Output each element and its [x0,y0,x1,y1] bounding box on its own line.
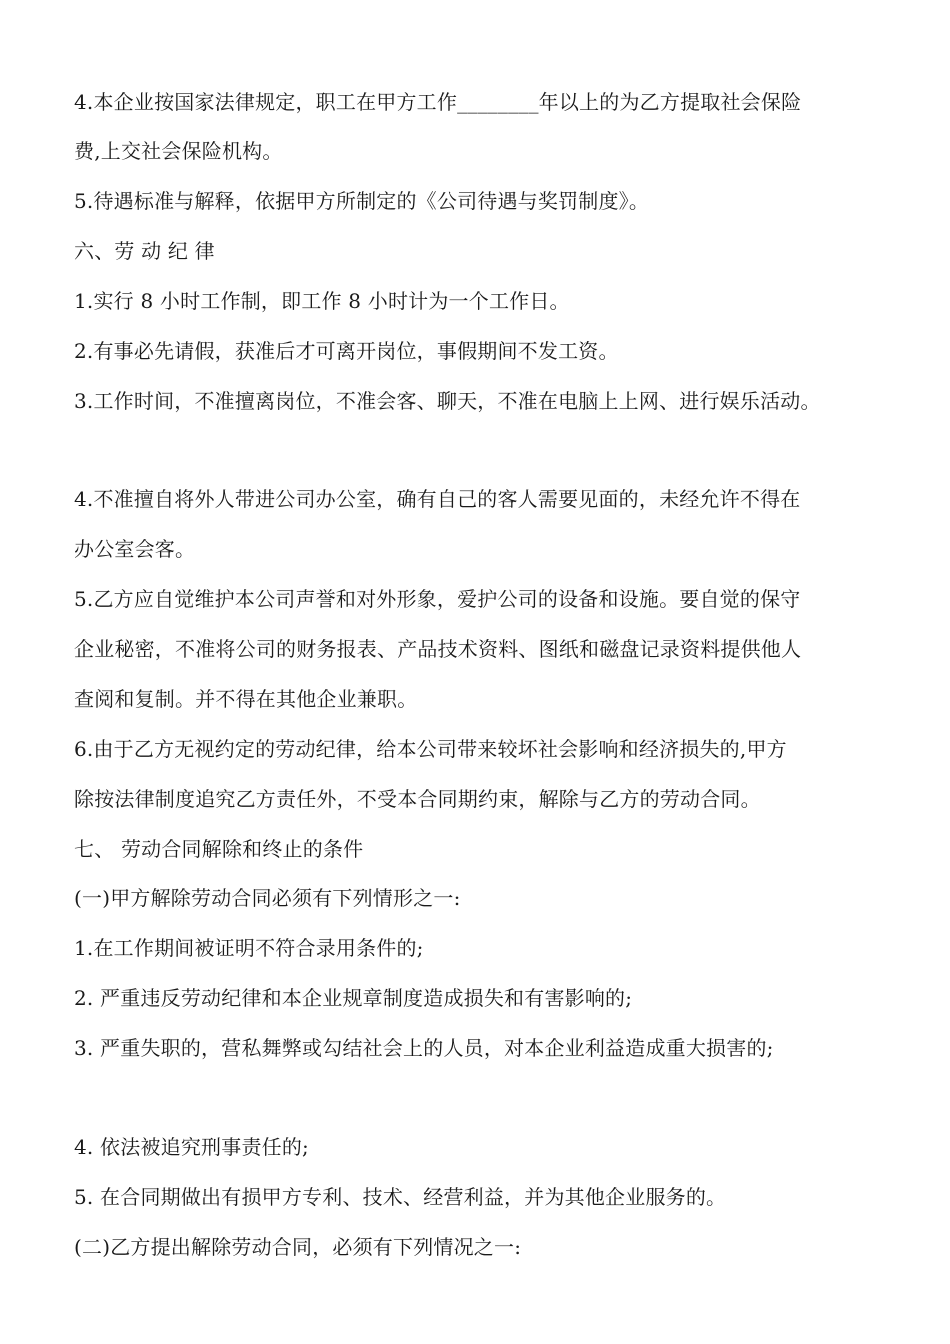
paragraph-line: 费,上交社会保险机构。 [74,139,283,163]
paragraph-line: 5.乙方应自觉维护本公司声誉和对外形象，爱护公司的设备和设施。要自觉的保守 [74,587,801,611]
paragraph-line: (二)乙方提出解除劳动合同，必须有下列情况之一: [74,1235,522,1259]
paragraph-line: 5.待遇标准与解释，依据甲方所制定的《公司待遇与奖罚制度》。 [74,189,650,213]
paragraph-line: 6.由于乙方无视约定的劳动纪律，给本公司带来较坏社会影响和经济损失的,甲方 [74,737,787,761]
section-heading: 六、劳 动 纪 律 [74,239,215,263]
paragraph-line: 企业秘密，不准将公司的财务报表、产品技术资料、图纸和磁盘记录资料提供他人 [74,637,802,661]
paragraph-line: 5. 在合同期做出有损甲方专利、技术、经营利益，并为其他企业服务的。 [74,1185,727,1209]
paragraph-line: 除按法律制度追究乙方责任外，不受本合同期约束，解除与乙方的劳动合同。 [74,787,761,811]
paragraph-line: 1.实行 8 小时工作制，即工作 8 小时计为一个工作日。 [74,289,570,313]
paragraph-line: 4. 依法被追究刑事责任的; [74,1135,309,1159]
paragraph-line: 1.在工作期间被证明不符合录用条件的; [74,936,424,960]
paragraph-line: 2.有事必先请假，获准后才可离开岗位，事假期间不发工资。 [74,339,619,363]
paragraph-line: 办公室会客。 [74,537,196,561]
paragraph-line: 4.不准擅自将外人带进公司办公室，确有自己的客人需要见面的，未经允许不得在 [74,487,801,511]
section-heading: 七、 劳动合同解除和终止的条件 [74,837,364,861]
paragraph-line: (一)甲方解除劳动合同必须有下列情形之一: [74,886,461,910]
paragraph-line: 4.本企业按国家法律规定，职工在甲方工作________年以上的为乙方提取社会保险 [74,90,802,114]
paragraph-line: 查阅和复制。并不得在其他企业兼职。 [74,687,418,711]
paragraph-line: 2. 严重违反劳动纪律和本企业规章制度造成损失和有害影响的; [74,986,633,1010]
paragraph-line: 3. 严重失职的，营私舞弊或勾结社会上的人员，对本企业利益造成重大损害的; [74,1036,774,1060]
paragraph-line: 3.工作时间，不准擅离岗位，不准会客、聊天，不准在电脑上上网、进行娱乐活动。 [74,389,821,413]
